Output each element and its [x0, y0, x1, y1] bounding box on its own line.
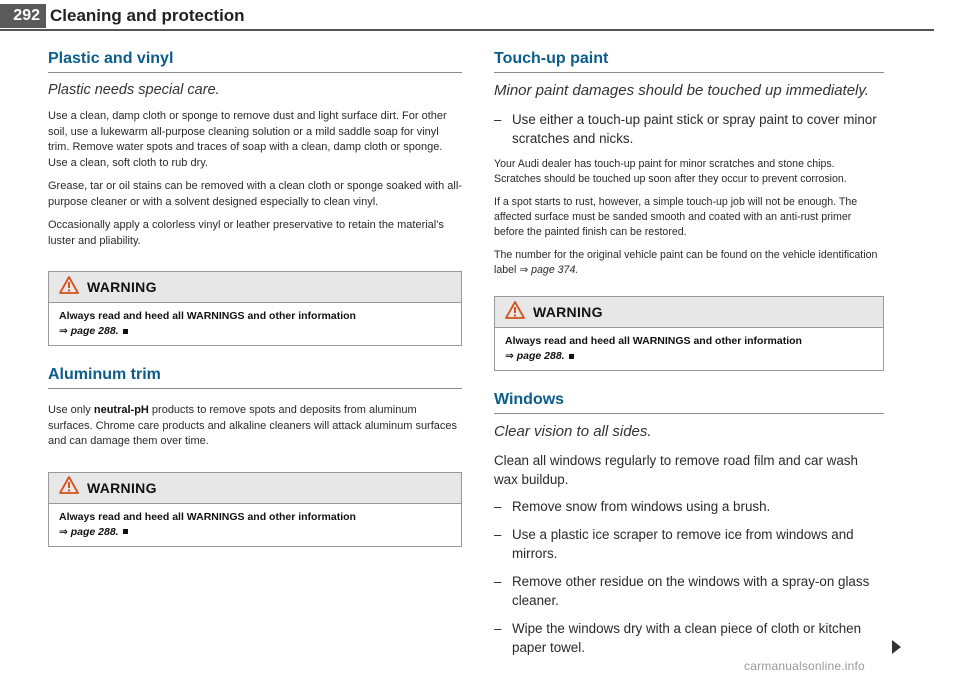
end-marker-icon [569, 354, 574, 359]
warning-text: Always read and heed all WARNINGS and other information [59, 510, 356, 523]
end-marker-icon [123, 329, 128, 334]
page-reference-link[interactable]: ⇒ page 288. [59, 525, 119, 538]
instruction-step [494, 110, 884, 148]
page-reference-link[interactable]: ⇒ page 374. [519, 264, 579, 276]
warning-body [49, 504, 461, 546]
warning-title: WARNING [87, 479, 157, 496]
dash-bullet-icon: – [494, 621, 502, 636]
paragraph: Clean all windows regularly to remove road film and car wash wax buildup. [494, 453, 858, 487]
section-heading: Touch-up paint [494, 50, 884, 73]
step-text: Remove snow from windows using a brush. [512, 499, 771, 514]
paragraph [494, 248, 884, 278]
chapter-title: Cleaning and protection [50, 6, 245, 25]
warning-title: WARNING [87, 279, 157, 295]
right-column [494, 50, 884, 666]
emphasis-text: neutral-pH [93, 404, 149, 416]
page-reference-link[interactable]: ⇒ page 288. [59, 325, 119, 337]
warning-box [48, 472, 462, 547]
end-marker-icon [123, 529, 128, 534]
dash-bullet-icon: – [494, 574, 502, 589]
section-touch-up-paint [494, 50, 884, 371]
watermark: carmanualsonline.info [744, 659, 865, 673]
header-rule [0, 29, 934, 31]
continue-arrow-icon [892, 640, 901, 654]
warning-box [494, 296, 884, 371]
section-lead: Plastic needs special care. [48, 82, 220, 98]
section-heading: Plastic and vinyl [48, 50, 462, 73]
dash-bullet-icon: – [494, 112, 502, 127]
warning-title: WARNING [533, 304, 603, 320]
step-text: Remove other residue on the windows with a spray-on glass cleaner. [512, 574, 870, 608]
text-run: The number for the original vehicle paint can be found on the vehicle identification label [494, 249, 878, 276]
section-lead: Minor paint damages should be touched up immediately. [494, 82, 869, 99]
warning-body [49, 303, 461, 345]
section-windows [494, 391, 884, 657]
paragraph: Your Audi dealer has touch-up paint for minor scratches and stone chips. Scratches should be touched up soon after they occur to prevent corrosion. [494, 158, 847, 185]
warning-triangle-icon [59, 476, 79, 499]
warning-body [495, 328, 883, 370]
instruction-step [494, 497, 884, 516]
page-reference-link[interactable]: ⇒ page 288. [505, 350, 565, 362]
warning-header [49, 473, 461, 504]
section-lead: Clear vision to all sides. [494, 423, 652, 440]
page-number: 292 [0, 4, 46, 28]
paragraph: Grease, tar or oil stains can be removed with a clean cloth or sponge soaked with all-purpose cleaner or with a solvent designed especially to clean vinyl. [48, 180, 462, 208]
section-aluminum-trim [48, 366, 462, 547]
text-run: products to remove spots and deposits from aluminum surfaces. Chrome care products and alkaline cleaners will attack aluminum surfaces and can damage them over time. [48, 404, 458, 447]
step-text: Wipe the windows dry with a clean piece of cloth or kitchen paper towel. [512, 621, 862, 655]
warning-text: Always read and heed all WARNINGS and other information [59, 310, 356, 322]
warning-text: Always read and heed all WARNINGS and other information [505, 335, 802, 347]
warning-header [495, 297, 883, 328]
step-text: Use a plastic ice scraper to remove ice from windows and mirrors. [512, 527, 854, 561]
dash-bullet-icon: – [494, 499, 502, 514]
instruction-step [494, 525, 884, 563]
paragraph: Use a clean, damp cloth or sponge to remove dust and light surface dirt. For other soil, use a lukewarm all-purpose cleaning solution or a mild saddle soap for vinyl trim. Remove water spots and traces of soap with a clean, damp cloth or sponge. Use a clean, soft cloth to rub dry. [48, 110, 447, 169]
paragraph: If a spot starts to rust, however, a simple touch-up job will not be enough. The affected surface must be sanded smooth and coated with an anti-rust primer before the painted finish can be restored. [494, 196, 858, 238]
step-text: Use either a touch-up paint stick or spray paint to cover minor scratches and nicks. [512, 112, 877, 146]
section-plastic-vinyl [48, 50, 462, 346]
text-run: Use only [48, 404, 94, 416]
instruction-step [494, 619, 884, 657]
left-column [48, 50, 462, 567]
warning-header [49, 272, 461, 303]
paragraph: Occasionally apply a colorless vinyl or leather preservative to retain the material's luster and pliability. [48, 219, 444, 247]
section-heading: Windows [494, 391, 884, 414]
warning-triangle-icon [59, 276, 79, 299]
warning-triangle-icon [505, 301, 525, 324]
section-heading: Aluminum trim [48, 366, 462, 389]
warning-box [48, 271, 462, 346]
instruction-step [494, 572, 884, 610]
dash-bullet-icon: – [494, 527, 502, 542]
paragraph [48, 403, 462, 450]
page-header [0, 0, 960, 32]
